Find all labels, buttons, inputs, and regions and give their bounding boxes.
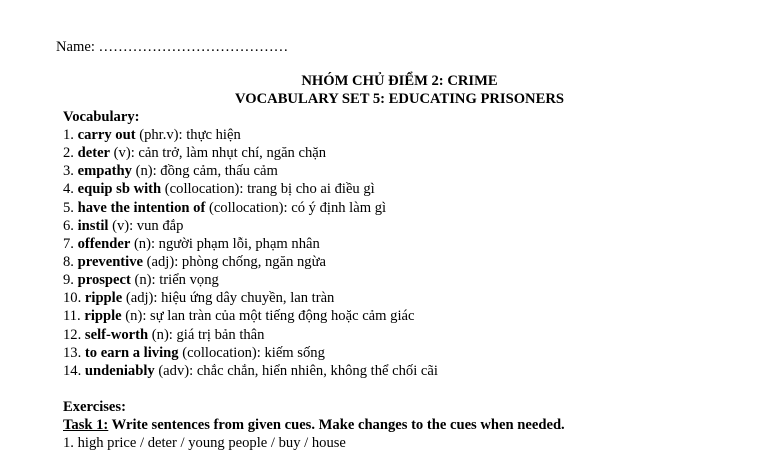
vocab-item: [63, 326, 438, 344]
task-1-label: Task 1:: [63, 417, 109, 433]
vocabulary-set-title: VOCABULARY SET 5: EDUCATING PRISONERS: [235, 91, 564, 107]
vocab-number: 4.: [63, 181, 74, 198]
vocab-definition: (collocation): trang bị cho ai điều gì: [161, 181, 375, 198]
vocab-number: 6.: [63, 217, 74, 234]
vocab-item: [63, 144, 438, 162]
vocab-definition: (collocation): có ý định làm gì: [205, 199, 387, 216]
vocab-definition: (phr.v): thực hiện: [135, 127, 241, 143]
vocabulary-heading: Vocabulary:: [63, 109, 140, 125]
vocab-term: equip sb with: [77, 181, 162, 198]
vocab-definition: (v): vun đắp: [108, 217, 184, 234]
student-name-line: Name: …………………………………: [56, 39, 289, 55]
vocab-item: [63, 289, 438, 307]
vocabulary-list: [63, 126, 438, 380]
vocab-item: [63, 217, 438, 235]
vocab-number: 9.: [63, 272, 74, 289]
vocab-term: ripple: [84, 308, 122, 325]
exercise-item-1: 1. high price / deter / young people / buy / house: [63, 435, 346, 451]
vocab-term: empathy: [77, 163, 132, 180]
topic-title: NHÓM CHỦ ĐIỂM 2: CRIME: [301, 73, 498, 89]
vocab-item: [63, 271, 438, 289]
task-1-instruction: [63, 416, 565, 434]
vocab-definition: (adj): phòng chống, ngăn ngừa: [143, 253, 326, 270]
vocab-item: [63, 362, 438, 380]
vocab-number: 2.: [63, 145, 74, 162]
vocab-definition: (n): giá trị bản thân: [148, 326, 265, 343]
vocab-number: 5.: [63, 199, 74, 216]
vocab-term: instil: [77, 217, 109, 234]
vocab-item: [63, 180, 438, 198]
vocab-item: [63, 344, 438, 362]
exercises-heading: Exercises:: [63, 399, 126, 415]
vocab-number: 3.: [63, 163, 74, 180]
vocab-item: [63, 126, 438, 144]
vocab-term: undeniably: [84, 362, 155, 379]
vocab-item: [63, 307, 438, 325]
vocab-term: deter: [77, 145, 111, 162]
vocab-definition: (n): triển vọng: [130, 272, 219, 289]
vocab-definition: (n): sự lan tràn của một tiếng động hoặc cảm giác: [121, 308, 415, 325]
vocab-item: [63, 235, 438, 253]
vocab-definition: (adv): chắc chắn, hiển nhiên, không thể chối cãi: [154, 362, 438, 379]
vocab-term: preventive: [77, 253, 143, 270]
vocab-number: 14.: [63, 362, 82, 379]
vocab-definition: (n): người phạm lỗi, phạm nhân: [130, 235, 320, 252]
vocab-definition: (adj): hiệu ứng dây chuyền, lan tràn: [122, 290, 335, 307]
task-1-text: Write sentences from given cues. Make changes to the cues when needed.: [108, 417, 565, 433]
vocab-term: to earn a living: [84, 344, 179, 361]
vocab-item: [63, 199, 438, 217]
vocab-number: 10.: [63, 290, 82, 307]
vocab-definition: (v): cản trở, làm nhụt chí, ngăn chặn: [110, 145, 327, 162]
vocab-item: [63, 162, 438, 180]
vocab-definition: (collocation): kiếm sống: [178, 344, 325, 361]
vocab-number: 11.: [63, 308, 81, 325]
vocab-number: 12.: [63, 326, 82, 343]
vocab-term: have the intention of: [77, 199, 206, 216]
vocab-term: self-worth: [84, 326, 149, 343]
vocab-number: 7.: [63, 235, 74, 252]
vocab-item: [63, 253, 438, 271]
vocab-number: 1.: [63, 127, 74, 143]
vocab-term: prospect: [77, 272, 131, 289]
vocab-term: carry out: [77, 127, 136, 143]
vocab-number: 13.: [63, 344, 82, 361]
vocab-term: offender: [77, 235, 131, 252]
vocab-definition: (n): đồng cảm, thấu cảm: [131, 163, 278, 180]
vocab-term: ripple: [84, 290, 123, 307]
vocab-number: 8.: [63, 253, 74, 270]
